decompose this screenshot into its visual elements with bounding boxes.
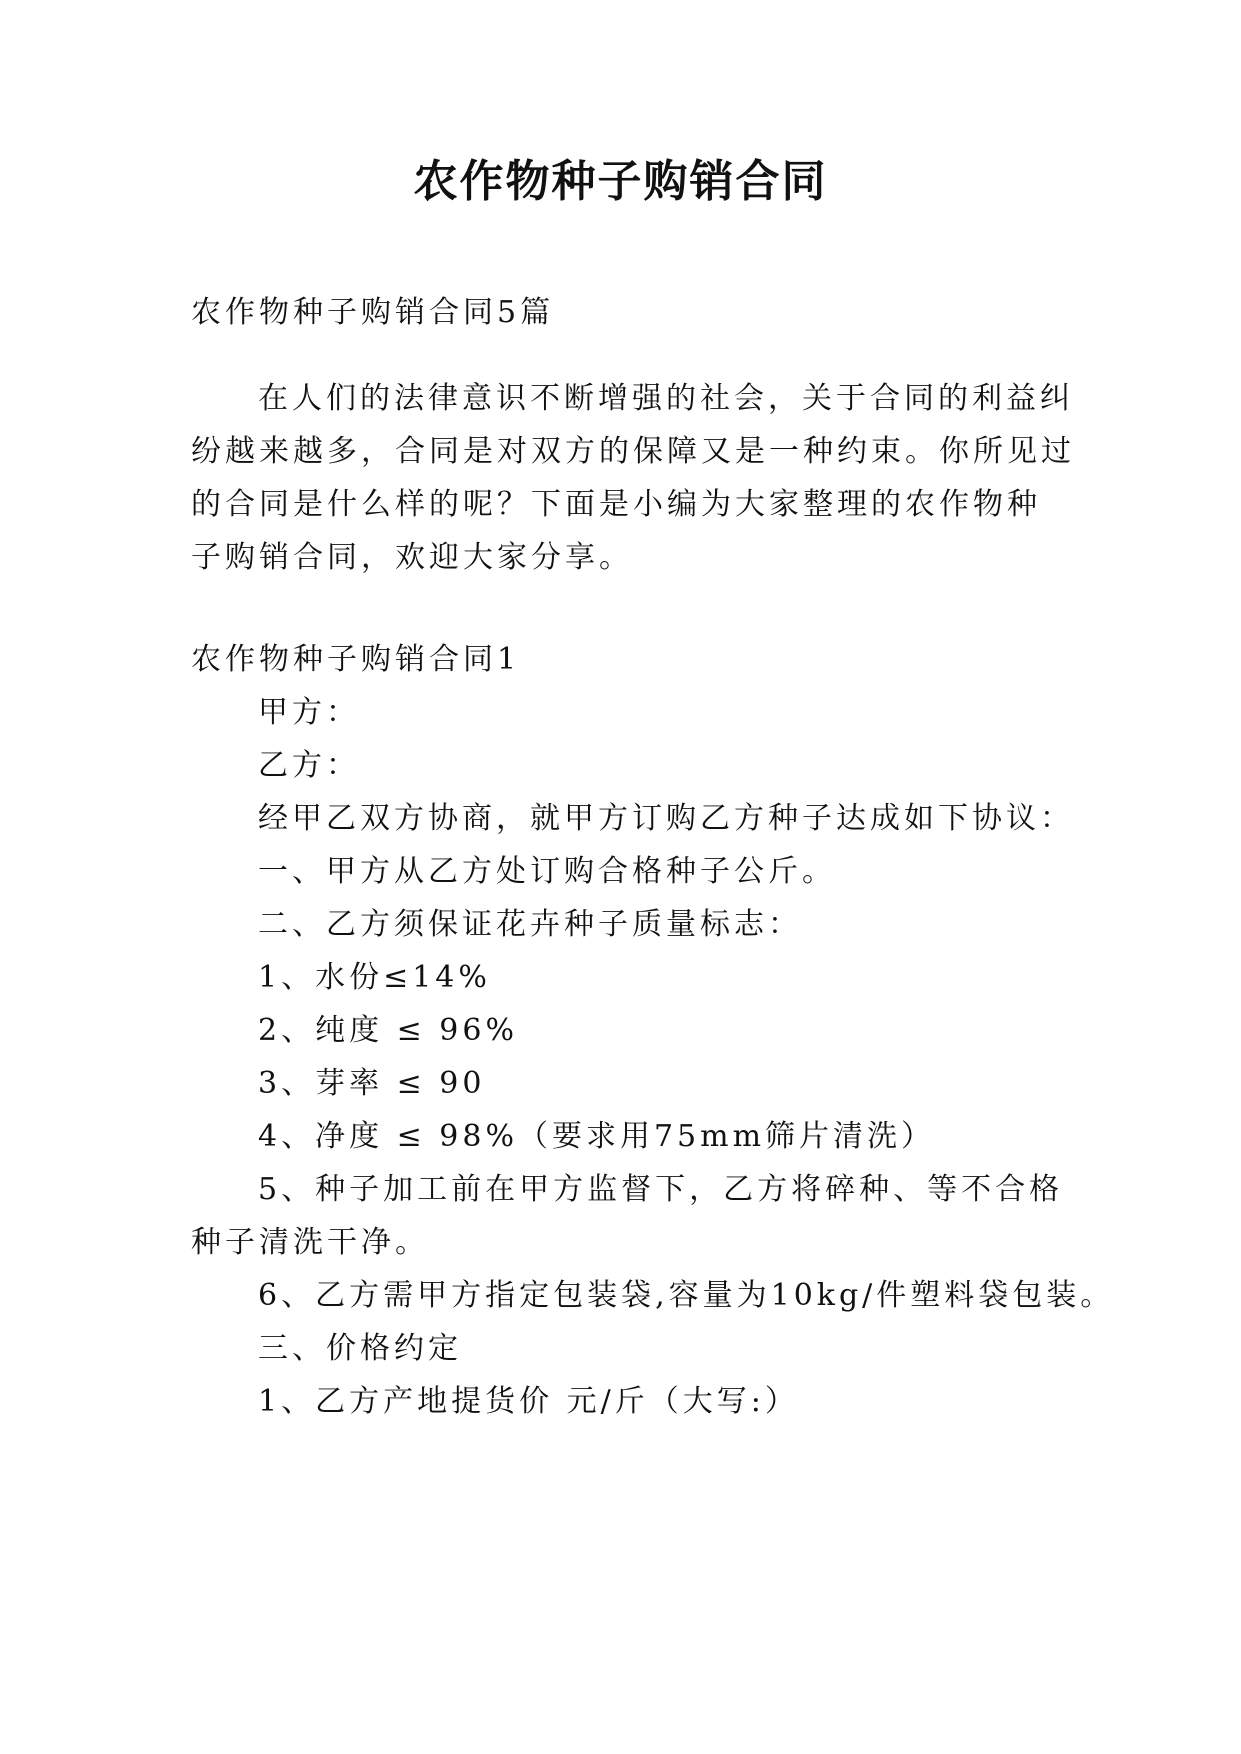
section-heading: 农作物种子购销合同1 bbox=[191, 642, 521, 677]
quality-item-5: 5、种子加工前在甲方监督下，乙方将碎种、等不合格 bbox=[258, 1172, 1064, 1207]
quality-item-1: 1、水份≤14% bbox=[258, 960, 491, 995]
document-title: 农作物种子购销合同 bbox=[413, 156, 828, 207]
intro-line-2: 纷越来越多，合同是对双方的保障又是一种约束。你所见过 bbox=[191, 434, 1075, 469]
agreement-preamble: 经甲乙双方协商，就甲方订购乙方种子达成如下协议： bbox=[258, 801, 1074, 836]
quality-item-4: 4、净度 ≤ 98%（要求用75mm筛片清洗） bbox=[258, 1119, 936, 1154]
quality-item-3: 3、芽率 ≤ 90 bbox=[258, 1066, 486, 1101]
price-item-1: 1、乙方产地提货价 元/斤（大写:） bbox=[258, 1384, 799, 1419]
quality-item-5-cont: 种子清洗干净。 bbox=[191, 1225, 429, 1260]
intro-line-1: 在人们的法律意识不断增强的社会，关于合同的利益纠 bbox=[258, 381, 1074, 416]
intro-line-4: 子购销合同，欢迎大家分享。 bbox=[191, 540, 633, 575]
quality-item-2: 2、纯度 ≤ 96% bbox=[258, 1013, 518, 1048]
document-subtitle: 农作物种子购销合同5篇 bbox=[191, 295, 555, 330]
party-a-line: 甲方： bbox=[258, 695, 360, 730]
clause-3: 三、价格约定 bbox=[258, 1331, 462, 1366]
party-b-line: 乙方： bbox=[258, 748, 360, 783]
quality-item-6: 6、乙方需甲方指定包装袋,容量为10kg/件塑料袋包装。 bbox=[258, 1278, 1115, 1313]
clause-1: 一、甲方从乙方处订购合格种子公斤。 bbox=[258, 854, 836, 889]
intro-line-3: 的合同是什么样的呢？下面是小编为大家整理的农作物种 bbox=[191, 487, 1041, 522]
clause-2: 二、乙方须保证花卉种子质量标志： bbox=[258, 907, 802, 942]
